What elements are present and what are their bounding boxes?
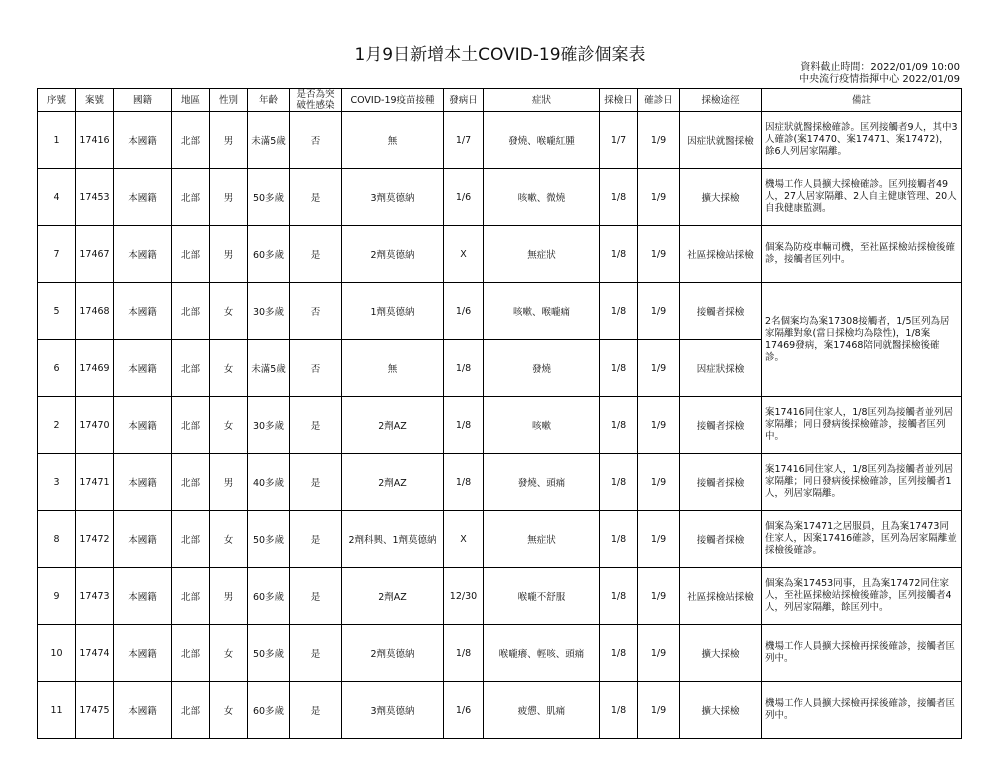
cell-region: 北部	[172, 340, 210, 397]
cell-route: 接觸者採檢	[680, 397, 762, 454]
cell-region: 北部	[172, 511, 210, 568]
cell-onset: 12/30	[444, 568, 484, 625]
source-line: 中央流行疫情指揮中心 2022/01/09	[799, 74, 960, 85]
cell-symptom: 發燒	[484, 340, 600, 397]
cell-age: 未滿5歲	[248, 112, 290, 169]
cell-case: 17472	[76, 511, 114, 568]
cell-vaccine: 2劑莫德納	[342, 226, 444, 283]
header-region: 地區	[172, 89, 210, 112]
cell-vaccine: 2劑AZ	[342, 454, 444, 511]
cell-sex: 女	[210, 511, 248, 568]
cell-note: 因症狀就醫採檢確診。匡列接觸者9人，其中3人確診(案17470、案17471、案17472)，餘6人列居家隔離。	[762, 112, 962, 169]
cell-breakthrough: 是	[290, 397, 342, 454]
cell-seq: 8	[38, 511, 76, 568]
cell-test-date: 1/7	[600, 112, 638, 169]
table-row	[38, 454, 962, 511]
cell-test-date: 1/8	[600, 283, 638, 340]
table-row	[38, 226, 962, 283]
cell-note: 機場工作人員擴大採檢再採後確診，接觸者匡列中。	[762, 682, 962, 739]
cell-confirm-date: 1/9	[638, 568, 680, 625]
cell-vaccine: 無	[342, 340, 444, 397]
cell-symptom: 發燒、喉嚨紅腫	[484, 112, 600, 169]
case-table	[37, 88, 962, 739]
header-seq: 序號	[38, 89, 76, 112]
header-symptom: 症狀	[484, 89, 600, 112]
cell-case: 17416	[76, 112, 114, 169]
cell-region: 北部	[172, 397, 210, 454]
cell-case: 17453	[76, 169, 114, 226]
cell-test-date: 1/8	[600, 511, 638, 568]
cell-test-date: 1/8	[600, 397, 638, 454]
cell-onset: 1/6	[444, 283, 484, 340]
table-row	[38, 568, 962, 625]
cell-sex: 男	[210, 112, 248, 169]
cell-age: 未滿5歲	[248, 340, 290, 397]
cell-sex: 男	[210, 169, 248, 226]
cell-note: 個案為防疫車輛司機，至社區採檢站採檢後確診，接觸者匡列中。	[762, 226, 962, 283]
table-row	[38, 169, 962, 226]
header-age: 年齡	[248, 89, 290, 112]
header-onset: 發病日	[444, 89, 484, 112]
cutoff-time: 資料截止時間：2022/01/09 10:00	[800, 62, 960, 73]
cell-case: 17468	[76, 283, 114, 340]
cell-seq: 4	[38, 169, 76, 226]
cell-seq: 7	[38, 226, 76, 283]
cell-region: 北部	[172, 682, 210, 739]
cell-symptom: 咳嗽、喉嚨痛	[484, 283, 600, 340]
cell-note: 個案為案17471之居服員，且為案17473同住家人，因案17416確診，匡列為居家隔離並採檢後確診。	[762, 511, 962, 568]
cell-breakthrough: 是	[290, 169, 342, 226]
cell-symptom: 無症狀	[484, 226, 600, 283]
cell-case: 17469	[76, 340, 114, 397]
cell-age: 30多歲	[248, 397, 290, 454]
cell-vaccine: 3劑莫德納	[342, 682, 444, 739]
cell-onset: X	[444, 226, 484, 283]
header-route: 採檢途徑	[680, 89, 762, 112]
cell-route: 社區採檢站採檢	[680, 226, 762, 283]
cell-nationality: 本國籍	[114, 454, 172, 511]
cell-test-date: 1/8	[600, 682, 638, 739]
cell-symptom: 喉嚨癢、輕咳、頭痛	[484, 625, 600, 682]
cell-case: 17473	[76, 568, 114, 625]
cell-nationality: 本國籍	[114, 112, 172, 169]
cell-note: 案17416同住家人，1/8匡列為接觸者並列居家隔離；同日發病後採檢確診，接觸者匡列中。	[762, 397, 962, 454]
cell-nationality: 本國籍	[114, 226, 172, 283]
cell-nationality: 本國籍	[114, 682, 172, 739]
cell-seq: 6	[38, 340, 76, 397]
table-row	[38, 112, 962, 169]
cell-test-date: 1/8	[600, 625, 638, 682]
header-test-date: 採檢日	[600, 89, 638, 112]
cell-sex: 女	[210, 682, 248, 739]
cell-sex: 男	[210, 454, 248, 511]
cell-onset: 1/8	[444, 397, 484, 454]
cell-symptom: 發燒、頭痛	[484, 454, 600, 511]
cell-case: 17475	[76, 682, 114, 739]
cell-vaccine: 2劑科興、1劑莫德納	[342, 511, 444, 568]
cell-breakthrough: 是	[290, 454, 342, 511]
cell-breakthrough: 否	[290, 283, 342, 340]
table-row	[38, 397, 962, 454]
cell-symptom: 無症狀	[484, 511, 600, 568]
cell-region: 北部	[172, 112, 210, 169]
cell-case: 17474	[76, 625, 114, 682]
cell-breakthrough: 是	[290, 568, 342, 625]
cell-route: 因症狀採檢	[680, 340, 762, 397]
cell-route: 擴大採檢	[680, 625, 762, 682]
cell-nationality: 本國籍	[114, 625, 172, 682]
cell-onset: 1/7	[444, 112, 484, 169]
header-vaccine: COVID-19疫苗接種	[342, 89, 444, 112]
cell-seq: 9	[38, 568, 76, 625]
cell-region: 北部	[172, 169, 210, 226]
cell-vaccine: 1劑莫德納	[342, 283, 444, 340]
cell-onset: 1/6	[444, 682, 484, 739]
header-breakthrough: 是否為突破性感染	[290, 89, 342, 112]
cell-age: 30多歲	[248, 283, 290, 340]
cell-sex: 女	[210, 340, 248, 397]
cell-route: 接觸者採檢	[680, 454, 762, 511]
cell-note: 案17416同住家人，1/8匡列為接觸者並列居家隔離；同日發病後採檢確診，匡列接觸者1人，列居家隔離。	[762, 454, 962, 511]
cell-breakthrough: 是	[290, 226, 342, 283]
cell-age: 60多歲	[248, 682, 290, 739]
cell-age: 50多歲	[248, 511, 290, 568]
cell-note: 機場工作人員擴大採檢確診。匡列接觸者49人，27人居家隔離、2人自主健康管理、20人自我健康監測。	[762, 169, 962, 226]
cell-sex: 女	[210, 283, 248, 340]
table-row	[38, 682, 962, 739]
cell-test-date: 1/8	[600, 226, 638, 283]
cell-sex: 男	[210, 226, 248, 283]
cell-symptom: 疲憊、肌痛	[484, 682, 600, 739]
cell-vaccine: 2劑AZ	[342, 397, 444, 454]
cell-sex: 男	[210, 568, 248, 625]
cell-symptom: 咳嗽、微燒	[484, 169, 600, 226]
cell-vaccine: 2劑AZ	[342, 568, 444, 625]
cell-seq: 11	[38, 682, 76, 739]
table-row	[38, 511, 962, 568]
header-confirm-date: 確診日	[638, 89, 680, 112]
cell-breakthrough: 是	[290, 511, 342, 568]
header-sex: 性別	[210, 89, 248, 112]
cell-region: 北部	[172, 283, 210, 340]
cell-seq: 1	[38, 112, 76, 169]
cell-region: 北部	[172, 226, 210, 283]
cell-vaccine: 無	[342, 112, 444, 169]
cell-note: 2名個案均為案17308接觸者，1/5匡列為居家隔離對象(當日採檢均為陰性)，1/8案17469發病，案17468陪同就醫採檢後確診。	[762, 283, 962, 397]
cell-route: 擴大採檢	[680, 169, 762, 226]
cell-case: 17470	[76, 397, 114, 454]
cell-confirm-date: 1/9	[638, 283, 680, 340]
cell-test-date: 1/8	[600, 340, 638, 397]
cell-onset: 1/8	[444, 625, 484, 682]
cell-note: 個案為案17453同事，且為案17472同住家人，至社區採檢站採檢後確診，匡列接觸者4人，列居家隔離，餘匡列中。	[762, 568, 962, 625]
table-row	[38, 283, 962, 340]
cell-symptom: 咳嗽	[484, 397, 600, 454]
cell-test-date: 1/8	[600, 169, 638, 226]
cell-age: 40多歲	[248, 454, 290, 511]
cell-seq: 5	[38, 283, 76, 340]
page-title: 1月9日新增本土COVID-19確診個案表	[354, 45, 646, 65]
cell-vaccine: 2劑莫德納	[342, 625, 444, 682]
cell-breakthrough: 是	[290, 682, 342, 739]
cell-confirm-date: 1/9	[638, 397, 680, 454]
header-nationality: 國籍	[114, 89, 172, 112]
cell-route: 接觸者採檢	[680, 283, 762, 340]
cell-confirm-date: 1/9	[638, 169, 680, 226]
cell-nationality: 本國籍	[114, 397, 172, 454]
cell-confirm-date: 1/9	[638, 625, 680, 682]
cell-nationality: 本國籍	[114, 340, 172, 397]
table-row	[38, 625, 962, 682]
cell-symptom: 喉嚨不舒服	[484, 568, 600, 625]
cell-route: 因症狀就醫採檢	[680, 112, 762, 169]
cell-test-date: 1/8	[600, 568, 638, 625]
cell-route: 接觸者採檢	[680, 511, 762, 568]
cell-confirm-date: 1/9	[638, 511, 680, 568]
cell-onset: X	[444, 511, 484, 568]
cell-age: 60多歲	[248, 226, 290, 283]
cell-seq: 10	[38, 625, 76, 682]
cell-seq: 2	[38, 397, 76, 454]
cell-test-date: 1/8	[600, 454, 638, 511]
cell-breakthrough: 是	[290, 625, 342, 682]
cell-confirm-date: 1/9	[638, 112, 680, 169]
cell-route: 擴大採檢	[680, 682, 762, 739]
cell-nationality: 本國籍	[114, 568, 172, 625]
cell-case: 17467	[76, 226, 114, 283]
cell-seq: 3	[38, 454, 76, 511]
cell-vaccine: 3劑莫德納	[342, 169, 444, 226]
cell-breakthrough: 否	[290, 340, 342, 397]
cell-onset: 1/8	[444, 340, 484, 397]
cell-confirm-date: 1/9	[638, 226, 680, 283]
cell-sex: 女	[210, 625, 248, 682]
cell-nationality: 本國籍	[114, 283, 172, 340]
cell-region: 北部	[172, 625, 210, 682]
cell-nationality: 本國籍	[114, 511, 172, 568]
cell-region: 北部	[172, 454, 210, 511]
header-row	[38, 89, 962, 112]
cell-case: 17471	[76, 454, 114, 511]
cell-age: 60多歲	[248, 568, 290, 625]
cell-route: 社區採檢站採檢	[680, 568, 762, 625]
header-note: 備註	[762, 89, 962, 112]
report-meta	[799, 62, 960, 86]
cell-onset: 1/6	[444, 169, 484, 226]
cell-confirm-date: 1/9	[638, 340, 680, 397]
cell-region: 北部	[172, 568, 210, 625]
cell-nationality: 本國籍	[114, 169, 172, 226]
cell-note: 機場工作人員擴大採檢再採後確診，接觸者匡列中。	[762, 625, 962, 682]
cell-onset: 1/8	[444, 454, 484, 511]
header-case: 案號	[76, 89, 114, 112]
cell-sex: 女	[210, 397, 248, 454]
cell-age: 50多歲	[248, 625, 290, 682]
cell-breakthrough: 否	[290, 112, 342, 169]
cell-confirm-date: 1/9	[638, 682, 680, 739]
cell-confirm-date: 1/9	[638, 454, 680, 511]
cell-age: 50多歲	[248, 169, 290, 226]
